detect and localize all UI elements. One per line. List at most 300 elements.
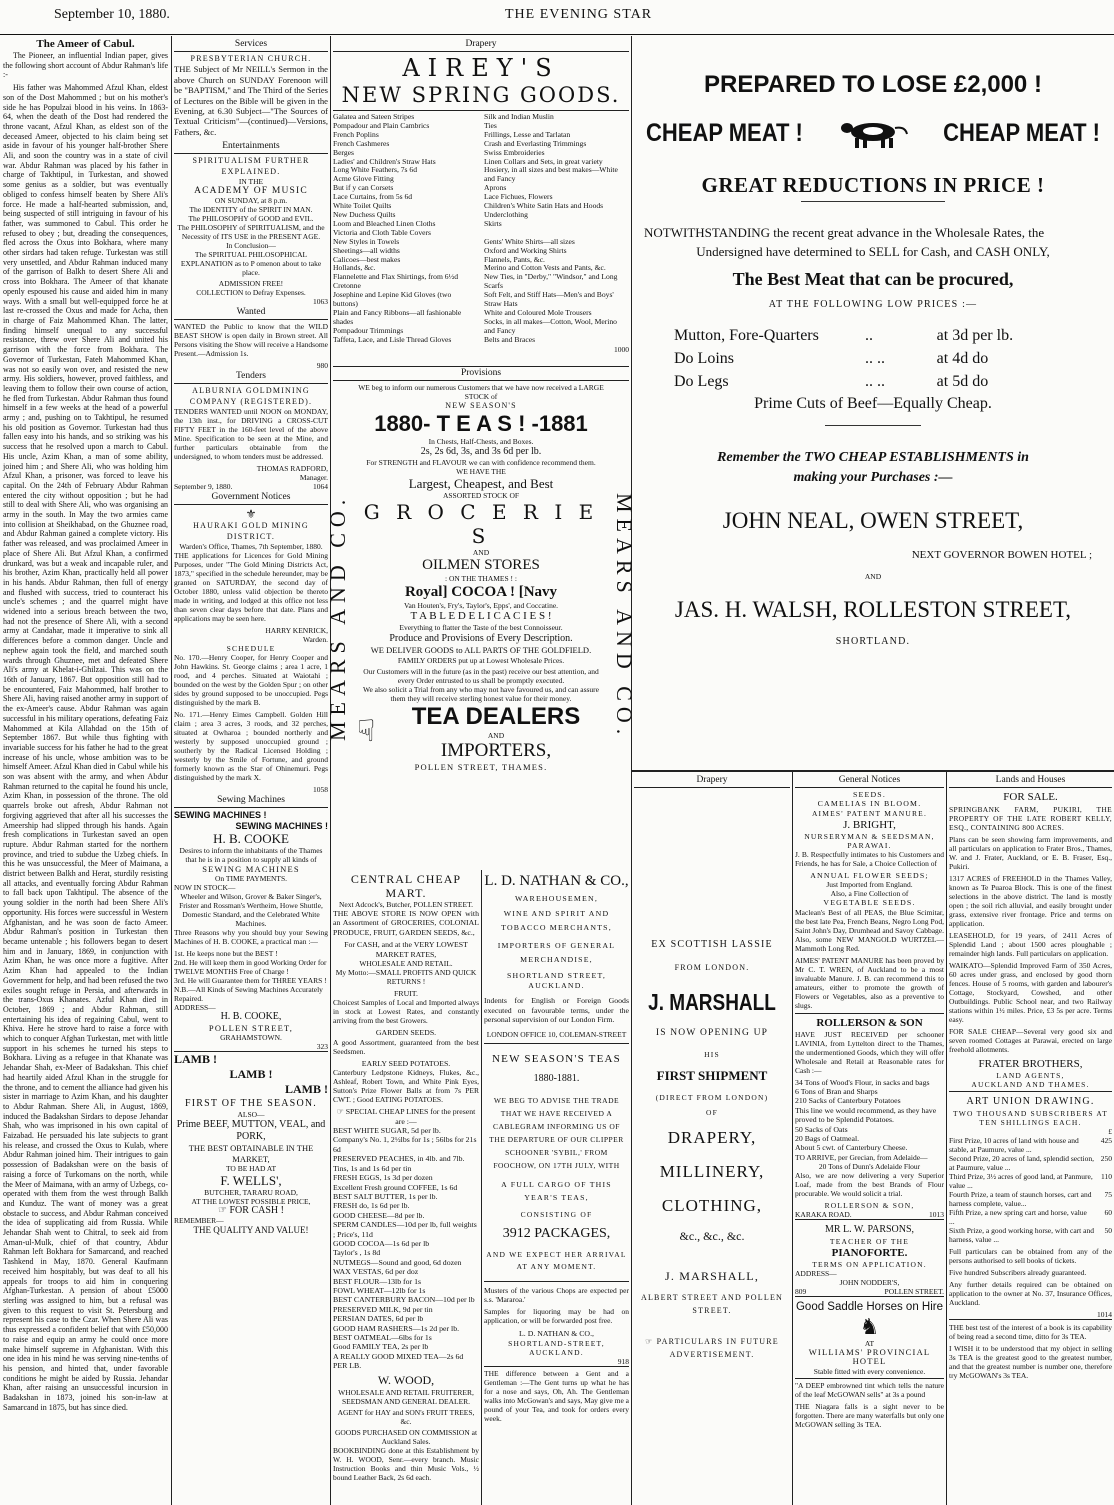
art-union: ART UNION DRAWING. xyxy=(966,1096,1095,1107)
mears-side-banner: MEARS AND CO. xyxy=(325,493,350,741)
cheap-cottages: FOR SALE CHEAP—Several very good six and seven roomed Cottages at Parawai, erected on large freehold allotments. xyxy=(949,1027,1112,1054)
drapery-item: French Poplins xyxy=(333,129,379,139)
assorted: ASSORTED STOCK OF xyxy=(442,491,520,501)
prize-text: Sixth Prize, a good working horse, with cart and harness, value ... xyxy=(949,1226,1094,1244)
just-imported: Just Imported from England. xyxy=(826,880,913,890)
cheap-line-item: FOWL WHEAT—12lb for 1s xyxy=(333,1285,426,1295)
cooke-name: H. B. COOKE xyxy=(213,830,289,846)
cheap-line-item: PRESERVED PEACHES, in 4lb. and 7lb. Tins, 1s and 1s 6d per tin xyxy=(333,1154,465,1173)
prize-text: Third Prize, 3½ acres of good land, at Panmure, value ... xyxy=(949,1172,1093,1190)
marshall-name-2: J. MARSHALL, xyxy=(664,1269,760,1283)
to-be-had: TO BE HAD AT xyxy=(225,1163,277,1173)
annual-seeds: ANNUAL FLOWER SEEDS; xyxy=(810,870,929,880)
cheap-line-item: FRESH EGGS, 1s 3d per dozen xyxy=(333,1173,433,1183)
drapery-item: White Toilet Quilts xyxy=(333,201,392,211)
prize-row xyxy=(949,1154,1112,1172)
aimes-manure: AIMES' PATENT MANURE. xyxy=(811,808,928,818)
drapery-item: But if y can Corsets xyxy=(333,183,394,193)
drapery-list-left xyxy=(333,113,478,345)
first-shipment: FIRST SHIPMENT xyxy=(656,1068,768,1083)
samples: Samples for liquoring may be had on application, or will be forwarded post free. xyxy=(484,1307,629,1326)
ldn-sign: L. D. NATHAN & CO., xyxy=(519,1329,594,1339)
hauraki-heading: HAURAKI GOLD MINING DISTRICT. xyxy=(193,521,309,541)
musters: Musters of the various Chops are expected per s.s. 'Mararoa.' xyxy=(484,1286,629,1305)
ldn-wine: WINE AND SPIRIT AND TOBACCO MERCHANTS, xyxy=(501,909,612,933)
following-prices: AT THE FOLLOWING LOW PRICES :— xyxy=(768,299,978,310)
cheap-line-item: BEST OATMEAL—6lbs for 1s xyxy=(333,1333,432,1342)
tenders-date: September 9, 1880. xyxy=(174,482,233,492)
at-label: AT xyxy=(864,1338,875,1348)
full-particulars: Full particulars can be obtained from any of the persons authorised to sell books of tickets. xyxy=(949,1247,1112,1265)
rollerson-item: About 5 cwt. of Canterbury Cheese. xyxy=(795,1143,908,1153)
wells-name: F. WELLS', xyxy=(220,1172,282,1188)
nodder: JOHN NODDER'S, xyxy=(839,1277,900,1287)
section-header-tenders: Tenders xyxy=(174,370,328,384)
remember-two: Remember the TWO CHEAP ESTABLISHMENTS in xyxy=(717,450,1029,465)
section-header-lands-houses: Lands and Houses xyxy=(949,774,1112,788)
two-thousand: TWO THOUSAND SUBSCRIBERS AT TEN SHILLINGS EACH. xyxy=(953,1109,1108,1127)
motto: My Motto:—SMALL PROFITS AND QUICK RETURNS ! xyxy=(335,968,477,987)
ld-nathan-ad xyxy=(484,872,629,1505)
cheap-line-item: BEST CANTERBURY BACON—10d per lb xyxy=(333,1295,475,1305)
cheap-line-item: FRESH do, 1s 6d per lb. xyxy=(333,1201,410,1211)
cheap-line-item: Company's No. 1, 2½lbs for 1s ; 56lbs for 21s 6d xyxy=(333,1135,477,1154)
reasons: Three Reasons why you should buy your Sewing Machines of H. B. COOKE, a practical man :— xyxy=(174,928,328,947)
karaka-road: KARAKA ROAD. xyxy=(795,1209,852,1219)
rollerson-item: 20 Bags of Oatmeal. xyxy=(795,1134,860,1144)
ad-number: 1000 xyxy=(614,344,629,354)
price-value: at 4d do xyxy=(936,350,989,367)
drapery-item: Flannelette and Flax Shirtings, from 6½d xyxy=(333,272,459,282)
ccm-cash: For CASH, and at the VERY LOWEST MARKET RATES, xyxy=(344,940,468,959)
stock-text: Wheeler and Wilson, Grover & Baker Singer's, Frister and Rossman's Wertheim, Howe Shuttle, Domestic Standard, and the Celebrated White Machines. xyxy=(179,892,323,929)
terms: TERMS ON APPLICATION. xyxy=(812,1259,927,1269)
ent-in-the: IN THE xyxy=(238,177,264,187)
tea-dealers: TEA DEALERS xyxy=(411,702,581,730)
for-sale: FOR SALE. xyxy=(1003,791,1058,803)
cheap-line-item: BEST WHITE SUGAR, 5d per lb. xyxy=(333,1126,441,1136)
now-opening: IS NOW OPENING UP xyxy=(655,1028,769,1038)
rollerson-item: 210 Sacks of Canterbury Potatoes xyxy=(795,1096,901,1106)
section-header-drapery: Drapery xyxy=(333,38,629,52)
academy-of-music: ACADEMY OF MUSIC xyxy=(194,186,308,197)
cheap-line-item: A REALLY GOOD MIXED TEA—2s 6d PER LB. xyxy=(333,1351,464,1371)
drapery-item: Children's White Satin Hats and Hoods xyxy=(484,201,604,211)
price-row xyxy=(674,347,1072,370)
we-have: WE HAVE THE xyxy=(456,467,506,477)
camelias: CAMELIAS IN BLOOM. xyxy=(817,799,922,809)
drapery-item: Soft Felt, and Stiff Hats—Men's and Boys' xyxy=(484,290,614,300)
address-label: ADDRESS— xyxy=(174,1003,216,1013)
section-header-wanted: Wanted xyxy=(174,306,328,320)
drapery-item: Gents' White Shirts—all sizes xyxy=(484,236,575,246)
prize-value: 425 xyxy=(1100,1136,1112,1145)
packages: 3912 PACKAGES, xyxy=(502,1226,611,1242)
drapery-item: Victoria and Cloth Table Covers xyxy=(333,227,431,237)
prize-row xyxy=(949,1208,1112,1226)
cocoa: Royal] COCOA ! [Navy xyxy=(404,584,558,601)
springbank: SPRINGBANK FARM, PUKIRI, THE PROPERTY OF THE LATE ROBERT KELLY, ESQ., CONTAINING 800 ACRES. xyxy=(949,805,1112,832)
etc: &c., &c., &c. xyxy=(679,1229,745,1243)
drapery-item: Swiss Embroideries xyxy=(484,147,545,157)
fruit-heading: FRUIT. xyxy=(394,989,418,999)
drapery-item: Underclothing xyxy=(484,209,528,219)
cheap-meat-ad xyxy=(634,40,1112,766)
drapery-item: Belts and Braces xyxy=(484,334,536,344)
new-spring-goods: NEW SPRING GOODS. xyxy=(341,83,621,107)
millinery-word: MILLINERY, xyxy=(659,1162,765,1181)
ent-collection: COLLECTION to Defray Expenses. xyxy=(196,288,306,298)
section-header-general-notices: General Notices xyxy=(795,774,944,788)
wells-address: BUTCHER, TARARU ROAD, xyxy=(204,1187,298,1197)
prize-text: Second Prize, 20 acres of land, splendid section, at Paumure, value ... xyxy=(949,1154,1094,1172)
article-para: The Pioneer, an influential Indian paper, gives the following short account of Abdur Rahman's life :- xyxy=(3,51,168,80)
tenders-signer: THOMAS RADFORD, xyxy=(256,464,328,474)
price-item: Do Legs xyxy=(674,373,729,390)
deliver: WE DELIVER GOODS to ALL PARTS OF THE GOLDFIELD. xyxy=(370,645,592,656)
advise-trade: WE BEG TO ADVISE THE TRADE THAT WE HAVE RECEIVED A CABLEGRAM INFORMING US OF THE DEPARTURE OF OUR CLIPPER SCHOONER 'SYBIL,' FROM FOOCHOW, ON 17TH JULY, WITH xyxy=(489,1096,624,1171)
reason-3: 3rd. He will Guarantee them for THREE YEARS ! xyxy=(174,976,327,986)
prize-row xyxy=(949,1226,1112,1244)
masthead xyxy=(0,0,1114,35)
produce: Produce and Provisions of Every Description. xyxy=(389,633,573,645)
drapery-item: Loom and Bleached Linen Cloths xyxy=(333,218,436,228)
and-label: AND xyxy=(487,730,505,740)
importers: IMPORTERS, xyxy=(440,739,552,761)
gov-signer: HARRY KENRICK, xyxy=(265,626,328,636)
ccm-text: THE ABOVE STORE IS NOW OPEN with an Assortment of GROCERIES, COLONIAL PRODUCE, FRUIT, GARDEN SEEDS, &c., xyxy=(333,909,479,937)
wanted-text: WANTED the Public to know that the WILD BEAST SHOW is open daily in Brown street. All Persons visiting the Show will receive a Handsome Present.—Admission 1s. xyxy=(174,322,328,359)
wood-desc: WHOLESALE AND RETAIL FRUITERER, SEEDSMAN AND GENERAL DEALER. xyxy=(338,1387,474,1406)
his-label: HIS xyxy=(704,1050,720,1059)
nurseryman: NURSERYMAN & SEEDSMAN, xyxy=(804,831,935,841)
groceries: G R O C E R I E S xyxy=(363,500,599,549)
mears-provisions-ad xyxy=(325,366,637,867)
section-header-government-notices: Government Notices xyxy=(174,491,328,505)
drapery-item: Frillings, Lesse and Tarlatan xyxy=(484,129,571,139)
schedule-heading: SCHEDULE xyxy=(226,644,276,654)
alburnia-heading: ALBURNIA GOLDMINING COMPANY (REGISTERED). xyxy=(189,386,313,406)
from-london: FROM LONDON. xyxy=(674,963,750,972)
drapery-item: Silk and Indian Muslin xyxy=(484,112,554,121)
ent-conclusion: In Conclusion— xyxy=(226,241,276,251)
pointing-hand-icon: ☞ xyxy=(336,1107,346,1117)
cheap-line-item: WAX VESTAS, 6d per doz xyxy=(333,1267,419,1277)
lands-and-houses xyxy=(949,774,1112,1505)
garden-text: A good Assortment, guaranteed from the best Seedsmen. xyxy=(333,1037,479,1056)
drapery-item: Cretonne xyxy=(333,281,361,291)
cheap-line-item: GOOD CHEESE—8d per lb. xyxy=(333,1210,425,1220)
drapery-item: Straw Hats xyxy=(484,299,518,309)
price-dots: .. xyxy=(865,327,874,344)
rollerson-text: HAVE JUST RECEIVED per schooner LAVINIA, from Lyttelton direct to the Thames, the undermentioned Goods, which they will offer Wholesale and Retail at Reasonable rates for Cash :— xyxy=(795,1029,944,1075)
ent-identity: The IDENTITY of the SPIRIT IN MAN. xyxy=(189,205,313,215)
leasehold: LEASEHOLD, for 19 years, of 2411 Acres of Splendid Land ; about 1500 acres ploughable ; remainder high lands. Full particulars on application. xyxy=(949,931,1112,958)
teas-headline: 1880- T E A S ! -1881 xyxy=(374,411,588,437)
and-label: AND xyxy=(864,572,882,581)
lowest-price: AT THE LOWEST POSSIBLE PRICE, xyxy=(191,1196,311,1206)
horse-icon: ♞ xyxy=(859,1313,880,1339)
five-hundred: Five hundred Subscribers already guaranteed. xyxy=(949,1268,1087,1277)
section-header-sewing-machines: Sewing Machines xyxy=(174,794,328,808)
ent-philgood: The PHILOSOPHY of GOOD and EVIL. xyxy=(188,214,314,224)
lamb-headline: LAMB ! xyxy=(174,1052,217,1067)
of-label: OF xyxy=(706,1108,718,1117)
drapery-item: Acme Glove Fitting xyxy=(333,174,394,184)
drapery-word: DRAPERY, xyxy=(667,1128,757,1147)
ad-number: 1013 xyxy=(929,1209,944,1219)
marshall-drapery-ad xyxy=(634,774,790,1505)
potatoes-heading: EARLY SEED POTATOES. xyxy=(361,1058,451,1068)
strength: For STRENGTH and FLAVOUR we can with confidence recommend them. xyxy=(366,458,596,468)
drapery-item: Ties xyxy=(484,120,497,130)
price-value: at 3d per lb. xyxy=(936,327,1014,344)
drapery-item: Hosiery, in all sizes and best makes—White and Fancy xyxy=(484,165,618,184)
waikato: WAIKATO—Splendid Improved Farm of 350 Acres, 60 acres under grass, and enclosed by good thorn fences. House of 5 rooms, with garden and labourer's Cottage, Stockyard, Cowshed, and other Outbuildings. Public School near, and two Railway stations within 1½ miles. Price, £3 5s per acre. Terms easy. xyxy=(949,961,1112,1024)
prime-meats: Prime BEEF, MUTTON, VEAL, and PORK, xyxy=(176,1119,326,1143)
ad-number: 1063 xyxy=(313,297,328,307)
cocoa-brands: Van Houten's, Fry's, Taylor's, Epps', and Coccatine. xyxy=(403,601,559,611)
our-customers: Our Customers will in the future (as in the past) receive our best attention, and every Order entrusted to us shall be promptly executed. xyxy=(363,666,599,685)
dunns-flour: 20 Tons of Dunn's Adelaide Flour xyxy=(818,1161,921,1171)
drapery-item: White and Coloured Mole Trousers xyxy=(484,307,592,317)
sewing-headline: SEWING MACHINES ! xyxy=(235,820,328,831)
drapery-item: Oxford and Working Shirts xyxy=(484,245,567,255)
general-notices xyxy=(795,774,944,1505)
embrowned-tint: "A DEEP embrowned tint which tells the nature of the leaf McGOWAN sells" at 3s a pound xyxy=(795,1380,944,1399)
rollerson-item: This line we would recommend, as they have proved to be Splendid Potatoes. xyxy=(795,1105,937,1125)
crest-icon: ⚜ xyxy=(245,507,257,522)
drapery-item: Flannels, Pants, &c. xyxy=(484,254,545,264)
also-fine: Also, a Fine Collection of xyxy=(830,889,909,899)
drapery-item: Aprons xyxy=(484,183,507,193)
ad-number: 323 xyxy=(174,1042,328,1052)
article-title: The Ameer of Cabul. xyxy=(36,38,135,50)
cooke-name-2: H. B. COOKE, xyxy=(220,1011,282,1023)
price-row xyxy=(674,370,1072,393)
expect-arrival: AND WE EXPECT HER ARRIVAL AT ANY MOMENT. xyxy=(486,1250,627,1272)
reason-2: 2nd. He will keep them in good Working Order for TWELVE MONTHS Free of Charge ! xyxy=(174,958,327,977)
ldn-indents: Indents for English or Foreign Goods executed on favourable terms, under the personal supervision of our London Firm. xyxy=(484,996,629,1025)
great-reductions: GREAT REDUCTIONS IN PRICE ! xyxy=(701,173,1045,197)
cheap-line-item: SPERM CANDLES—10d per lb, full weights ; Price's, 11d xyxy=(333,1220,477,1239)
cheap-line-item: GOOD HAM RASHERS—1s 2d per lb. xyxy=(333,1323,460,1333)
prime-cuts: Prime Cuts of Beef—Equally Cheap. xyxy=(754,395,992,412)
drapery-item: Lace Curtains, from 5s 6d xyxy=(333,192,413,202)
church-heading: PRESBYTERIAN CHURCH. xyxy=(190,54,312,63)
cheap-lines-list xyxy=(333,1126,479,1371)
bookbinding: BOOKBINDING done at this Establishment by W. H. WOOD, Senr.—every branch. Music Instruction Books and thin Music Vols., ½ bound Leather Back, 2s 6d each. xyxy=(333,1445,479,1482)
cooke-town: GRAHAMSTOWN. xyxy=(220,1033,282,1043)
ex-scottish-lassie: EX SCOTTISH LASSIE xyxy=(651,939,773,950)
delivering: Also, we are now delivering a very Superior Loaf, made from the best Brands of Flour procurable. We would solicit a trial. xyxy=(795,1170,944,1198)
time-payments: On TIME PAYMENTS. xyxy=(214,874,288,884)
also-label: ALSO— xyxy=(237,1110,265,1120)
next-governor: NEXT GOVERNOR BOWEN HOTEL ; xyxy=(911,549,1092,561)
potatoes-text: Canterbury Ledpstone Kidneys, Flukes, &c., Ashleaf, Robert Town, and White Pink Eyes, Sutton's Prize Flower Balls at from 7s PER CWT. ; Good EATING POTATOES. xyxy=(333,1068,479,1105)
fruit-text: Choicest Samples of Local and Imported always in stock at Lowest Rates, and constantly arriving from the best Growers. xyxy=(333,998,479,1026)
on-the-thames: : ON THE THAMES ! : xyxy=(444,574,517,584)
lamb-headline: LAMB ! xyxy=(285,1082,328,1097)
teacher-of: TEACHER OF THE xyxy=(829,1236,910,1246)
newspaper-title: THE EVENING STAR xyxy=(505,7,653,22)
table-delicacies: T A B L E D E L I C A C I E S ! xyxy=(410,610,552,623)
issue-date: September 10, 1880. xyxy=(54,7,170,22)
drapery-item: Pompadour and Plain Cambrics xyxy=(333,120,430,130)
prize-value: 75 xyxy=(1104,1190,1112,1199)
rollerson-sign: ROLLERSON & SON, xyxy=(824,1200,915,1210)
bullock-icon xyxy=(835,116,911,150)
drapery-item: Ladies' and Children's Straw Hats xyxy=(333,156,436,166)
prize-value: 50 xyxy=(1104,1226,1112,1235)
drapery-item: New Ties, in "Derby," "Windsor," and Long Scarfs xyxy=(484,272,618,291)
pointing-hand-icon: ☞ xyxy=(218,1204,230,1216)
ldn-address: SHORTLAND STREET, AUCKLAND. xyxy=(506,971,607,990)
gent-difference: THE difference between a Gent and a Gentleman :—The Gent turns up what he has for a nose and says, Oh, Ah. The Gentleman walks into McGowan's and says, May give me a pound of your Tea, and took for orders every week. xyxy=(484,1368,629,1423)
mears-address: POLLEN STREET, THAMES. xyxy=(414,761,548,772)
parawai: PARAWAI. xyxy=(847,840,892,850)
full-cargo: A FULL CARGO OF THIS YEAR'S TEAS, xyxy=(501,1180,612,1203)
drapery-item: French Cashmeres xyxy=(333,138,390,148)
marshall-address: ALBERT STREET AND POLLEN STREET. xyxy=(640,1293,784,1315)
ad-number: 809 xyxy=(795,1286,807,1296)
freehold: 1317 ACRES of FREEHOLD in the Thames Valley, known as Te Puaroa Block. This is one of the finest selections in the above district. The land is mostly open ; the soil rich alluvial, and easily brought under grass, extensive river frontage. Price and terms on application. xyxy=(949,874,1112,928)
cheap-line-item: Good FAMILY TEA, 2s per lb xyxy=(333,1342,429,1352)
chests: In Chests, Half-Chests, and Boxes. xyxy=(428,437,534,447)
family-orders: FAMILY ORDERS put up at Lowest Wholesale Prices. xyxy=(397,655,565,665)
article-ameer-of-cabul xyxy=(3,38,168,1505)
ent-admission: ADMISSION FREE! xyxy=(218,279,284,289)
drapery-list-right xyxy=(484,113,629,345)
ent-philspirit: The PHILOSOPHY of SPIRITUALISM, and the Necessity of ITS USE in the PRESENT AGE. xyxy=(177,223,325,242)
prize-value: 110 xyxy=(1101,1172,1112,1181)
church-text: THE Subject of Mr NEILL's Sermon in the above Church on SUNDAY Forenoon will be "BAPTISM," and The Third of the Series of Lectures on the Bible will be given in the Evening, at 6.30 Subject—"The Sources of Textual Criticism"—(continued)—Versions, Fathers, &c. xyxy=(174,64,328,137)
drapery-item: New Duchess Quilts xyxy=(333,209,396,219)
new-seasons: NEW SEASON'S xyxy=(445,401,517,410)
lamb-headline: LAMB ! xyxy=(229,1067,273,1082)
bright-text: J. B. Respectfully intimates to his Customers and Friends, he has for Sale, a Choice Collection of xyxy=(795,849,944,868)
remember-label: REMEMBER— xyxy=(174,1216,224,1226)
spiritualism-title: SPIRITUALISM FURTHER EXPLAINED. xyxy=(192,156,310,176)
cooke-street: POLLEN STREET, xyxy=(208,1022,294,1033)
tenders-manager: Manager. xyxy=(299,473,328,483)
saddle-horses: Good Saddle Horses on Hire xyxy=(795,1300,944,1313)
price-value: at 5d do xyxy=(936,373,989,390)
ad-number: 1058 xyxy=(313,785,328,795)
sewing-headline: SEWING MACHINES ! xyxy=(174,810,267,821)
cheap-line-item: PERSIAN DATES, 6d per lb xyxy=(333,1314,424,1324)
central-cheap-mart-ad xyxy=(333,872,479,1505)
niagara: THE Niagara falls is a sight never to be forgotten. There are many waterfalls but only one McGOWAN selling 3s TEA. xyxy=(795,1401,944,1429)
section-header-provisions: Provisions xyxy=(333,367,629,381)
mears-side-banner: MEARS AND CO. xyxy=(612,493,637,741)
ad-number: 918 xyxy=(484,1357,629,1367)
drapery-item: Berges xyxy=(333,147,354,157)
ccm-title: CENTRAL CHEAP xyxy=(350,872,462,886)
for-cash: ☞ FOR CASH ! xyxy=(218,1204,284,1216)
price-table xyxy=(674,324,1072,393)
schedule-item: No. 170.—Henry Cooper, for Henry Cooper and John Hawkins. St. George claims ; area 1 acre, 1 rood, and 4 perches. Situated at Waiotahi ; bounded on the west by the Golden Spur ; on other sides by ground supposed to be unoccupied. Pegs distinguished by the mark B. xyxy=(174,653,328,708)
article-para: His father was Mahommed Afzul Khan, eldest son of the Dost Mahommed ; but on his mother's side he has Populzai blood in his veins. In 1863-64, when the death of the Dost had rendered the throne vacant, Afzul Khan, as eldest son of the deceased Ameer, objected to his claim being set aside in favour of his younger half-brother Shere Ali, and soon the country was in a state of civil war. Abdur Rahman was placed by his father in charge of Takhtipul, in Turkestan, and showed some genius as a soldier, but was eventually obliged to confess himself beaten by Shere Ali's force. He made a half-hearted submission, and, being suspected of still intriguing in favour of his father, was summoned to Cabul. This order he refused to obey ; but, dreading the consequences, fled across the Oxus into Bokhara, where many other sirdars had taken refuge. Turkestan was still very unsettled, and Abdur Rahman induced many of the garrison of Balkh to desert Shere Ali and cross into Bokhara. The Ameer of that khanate openly espoused his cause and aided him in many ways. With a small but well-equipped force he at last re-crossed the Oxus and made for Acha, then in charge of Faiz Mahommed Khan. The latter, finding himself unequal to any successful resistance, threw over Shere Ali and united his garrison with the force from Bokhara. The Governor of Turkestan, Fateh Mahommed Khan, was not so easily won over, and resisted the new army. His soldiers, however, proved faithless, and leaving them to follow their own course of action, he fled from Turkestan. Abdur Rahman thus found himself in a few weeks at the head of a powerful army ; and, pushing on to Takhtipul, he resumed his old position as Governor. Turkestan had thus fallen easy into his hands, and so striking was his success that he resolved upon a march to Cabul. His uncle, Azim Khan, a man of some ability, joined him ; and Shere Ali, who was holding him Afzul Khan, a prisoner, was forced to leave his capital. On the 24th of February Abdur Rahman entered the city without opposition ; but he had still to deal with Shere Ali, who was organising an army in the south. In May the two armies came into collision at Sheikhabad, on the Ghuznee road, and Abdur Rahman gained a complete victory. His father was released, and was proclaimed Ameer in place of Shere Ali. But Afzul Khan, a confirmed drunkard, was but a weak and incapable ruler, and his brother, Azim Khan, practically held all power in his hands. Abdur Rahman, then full of energy and flushed with success, tried to counteract his uncle's schemes ; and the quarrel might have widened into a serious breach between the two, had not the presence of Shere Ali, with a second army at Candahar, made it imperative to sink all differences before a common danger. Uncle and nephew again took the field, and marched south wards through Ghuznee, met and defeated Shere Ali's army at Khelat-i-Ghilzai. This was on the 16th of January, 1867. But opposition still had to be encountered, Faiz Mahommed, half brother to Shere Ali, having raised another army in support of the ex-Ameer's cause. Abdur Rahman was again successful in his military operations, defeating Faiz Mahommed at Kila Allahdad on the 15th of September 1867. But while thus fighting with invariable success for his father he had to the great increase of his uncle, whose ambition was to be himself Ameer. Afzul Khan died in Cabul while his son was absent with the army, and when Abdur Rahman returned to the capital he found his uncle, Azim Khan, in possession of the throne. The old quarrels broke out afresh, Abdur Rahman not forgiving aggrieved that after all his successes the Ameership had slipped through his hands. Again fresh complications in Turkestan saved an open rupture. Abdur Rahman started for the northern province, and tried to subdue the Uzbeg chiefs. In this he was unsuccessful, the Meer of Maimana, a district between Balkh and Herat, sturdily resisting all attacks, and eventually forcing Abdur Rahman to fall back upon Takhtipul. The absence of the young soldier in the north had been Shere Ali's opportunity. His forces were successful in Western Afghanistan, and he was soon de facto Ameer. Abdur Rahman's position in Turkestan then became untenable ; his followers began to desert him and in January, 1869, in conjunction with Azim Khan, he was once more a fugitive. After Azim Khan had appealed to the Indian Government for help, and had been refused the two exiles sought refuge in Persia, and afterwards in the trans-Oxus Khanates. Azful Khan died in October, 1869 ; and Abdur Rahman, still entertaining his idea of regaining Cabul, went to Khiva. Here he strove hard to raise a force with which to conquer Afghan Turkestan, met with little support in his schemes he turned his steps to Bokhara. Living as a refugee in that Khanate was Jehandar Shah, ex-Meer of Badakshan. This chief had heartily aided Afzul Khan in the struggle for the throne, and to cement the alliance had given his sister in marriage to Azim Khan, and his daughter to Abdur Rahman. Shere Ali, in August, 1869, induced the Badakshan Sirdars to depose Jehandar Shah, who was imprisoned in his own capital of Faizabad. He persuaded his late subjects to grant his release, and crossed the Oxus to Kulab, where Abdur Rahman joined him. Their intrigues to gain possession of Badakshan were on the basis of raising a force of Turkomans on the north, while the Meer of Maimana, with an army of Uzbegs, co-operated with them from the west through Balkh and Kunduz. The want of money was a great obstacle to success, and Abdur Rahman conceived the idea of supplicating aid from Russia. While Jehandar Shah went to Chitral, to seek aid from Aman-ul-Mulk, chief of that country, Abdur Rahman left Bokhara for Samarcand, and reached Tashkend in May, 1870. General Kaufmann received him hospitably, but was deaf to all his appeals for troops to aid him in conquering Afghan-Turkestan. A pension of about £5000 sterling was assigned to him, but a refusal was given to this request to visit St. Petersburg and represent his case to the Czar. When Shere Ali was thus expressed a confident belief that with £50,000 to raise and equip an army he could once more make himself supreme in Afghanistan. With this one idea in his mind he was serving nine-tenths of his pension, and hinted that, under favorable conditions he might be aided by Russia. Jehandar Khan, after raising an unsuccessful incursion in Badakshan in 1873, joined his son-in-law at Samarcand in 1875, but has since died. xyxy=(3,83,168,1412)
pointing-hand-icon: ☟ xyxy=(357,715,376,749)
airey-title: AIREY'S xyxy=(402,54,560,82)
rollerson-item: 34 Tons of Wood's Flour, in sacks and bags xyxy=(795,1077,930,1087)
new-seasons-teas: NEW SEASON'S TEAS xyxy=(492,1053,621,1066)
now-in-stock: NOW IN STOCK— xyxy=(174,883,236,893)
nb: N.B.—All Kinds of Sewing Machines Accurately Repaired. xyxy=(174,985,323,1004)
ent-sunday: ON SUNDAY, at 8 p.m. xyxy=(214,196,288,206)
gov-warden: Warden. xyxy=(302,635,328,645)
cheap-line-item: GOOD COCOA—1s 6d per lb xyxy=(333,1238,430,1248)
plans: Plans can be seen showing farm improvements, and all particulars on application to Frater Bros., Thames, W. and J. Frater, Auckland, or E. B. Fraser, Esq., Pukiri. xyxy=(949,835,1112,871)
prize-text: Fourth Prize, a team of staunch horses, cart and harness complete, value... xyxy=(949,1190,1092,1208)
vegetable-seeds: VEGETABLE SEEDS. xyxy=(823,898,916,908)
rollerson-items xyxy=(795,1078,944,1153)
prize-list xyxy=(949,1136,1112,1244)
cheap-line-item: NUTMEGS—Sound and good, 6d dozen xyxy=(333,1257,462,1267)
price-item: Mutton, Fore-Quarters xyxy=(674,327,819,344)
ent-spiritual-phil: The SPIRITUAL PHILOSOPHICAL EXPLANATION as to P omenon about to take place. xyxy=(180,250,322,278)
prize-row xyxy=(949,1172,1112,1190)
to-arrive: TO ARRIVE, per Grecian, from Adelaide— xyxy=(795,1152,928,1162)
cheap-line-item: PRESERVED MILK, 9d per tin xyxy=(333,1304,433,1314)
ldn-importers: IMPORTERS OF GENERAL MERCHANDISE, xyxy=(497,941,616,965)
seeds: SEEDS. xyxy=(853,790,886,799)
oilmen-stores: OILMEN STORES xyxy=(422,557,540,574)
best-obtainable: THE BEST OBTAINABLE IN THE MARKET, xyxy=(188,1143,314,1164)
section-header-services: Services xyxy=(174,38,328,52)
frater-brothers: FRATER BROTHERS, xyxy=(978,1058,1083,1070)
price-row xyxy=(674,324,1072,347)
direct-from-london: (DIRECT FROM LONDON) xyxy=(655,1093,769,1102)
consisting: CONSISTING OF xyxy=(520,1210,593,1220)
drapery-item: Josephine and Lepine Kid Gloves (two buttons) xyxy=(333,290,452,309)
marshall-name: J. MARSHALL xyxy=(648,990,776,1016)
largest-cheapest: Largest, Cheapest, and Best xyxy=(408,476,554,492)
best-meat: The Best Meat that can be procured, xyxy=(732,269,1014,289)
reason-1: 1st. He keeps none but the BEST ! xyxy=(174,949,278,959)
drapery-item: Pompadour Trimmings xyxy=(333,325,404,335)
ccm-title: MART. xyxy=(385,886,427,900)
price-dots: .. .. xyxy=(865,350,886,367)
notwithstanding: NOTWITHSTANDING the recent great advance in the Wholesale Rates, the xyxy=(644,225,1045,240)
we-beg: WE beg to inform our numerous Customers that we have now received a LARGE STOCK of xyxy=(358,383,604,401)
wood-goods: GOODS PURCHASED ON COMMISSION at Auckland Sales. xyxy=(334,1427,478,1446)
williams-hotel: WILLIAMS' PROVINCIAL HOTEL xyxy=(808,1346,931,1367)
prepared-to-lose: PREPARED TO LOSE £2,000 ! xyxy=(704,71,1042,98)
stable: Stable fitted with every convenience. xyxy=(813,1366,926,1376)
ldn-sign-address: SHORTLAND-STREET, AUCKLAND. xyxy=(508,1338,605,1357)
drapery-item: Linen Collars and Sets, in great variety xyxy=(484,156,603,166)
ccm-next: Next Adcock's, Butcher, POLLEN STREET. xyxy=(338,900,473,909)
drapery-item: Skirts xyxy=(484,218,502,228)
drapery-item: Taffeta, Lace, and Lisle Thread Gloves xyxy=(333,334,452,344)
schedule-item: No. 171.—Henry Eimes Campbell. Golden Hill claim ; area 3 acres, 3 roods, and 32 perches, situated at Owharoa ; bounded northerly and westerly by supposed unoccupied ground ; southerly by the Radical Licensed Holding ; westerly by the Smile of Fortune, and ground formerly known as the Star of Ohinemuri. Pegs distinguished by the mark X. xyxy=(174,710,328,783)
drapery-item: Plain and Fancy Ribbons—all fashionable shades xyxy=(333,307,462,326)
further-details: Any further details required can be obtained on application to the owner at No. 37, Insurance Offices, Auckland. xyxy=(949,1280,1112,1307)
address-label: ADDRESS— xyxy=(795,1268,837,1278)
bright-name: J. BRIGHT, xyxy=(843,818,896,831)
jas-walsh: JAS. H. WALSH, ROLLESTON STREET, xyxy=(674,597,1072,622)
drapery-item: Long White Feathers, 7s 6d xyxy=(333,165,418,175)
cooke-text: Desires to inform the inhabitants of the Thames that he is in a position to supply all kinds of xyxy=(179,845,323,864)
pollen-street: POLLEN STREET. xyxy=(884,1286,944,1296)
prize-value: 60 xyxy=(1104,1208,1112,1217)
shortland: SHORTLAND. xyxy=(835,636,911,647)
cheap-line-item: BEST FLOUR—13lb for 1s xyxy=(333,1276,422,1286)
first-of-season: FIRST OF THE SEASON. xyxy=(185,1098,317,1110)
garden-heading: GARDEN SEEDS. xyxy=(375,1028,437,1038)
